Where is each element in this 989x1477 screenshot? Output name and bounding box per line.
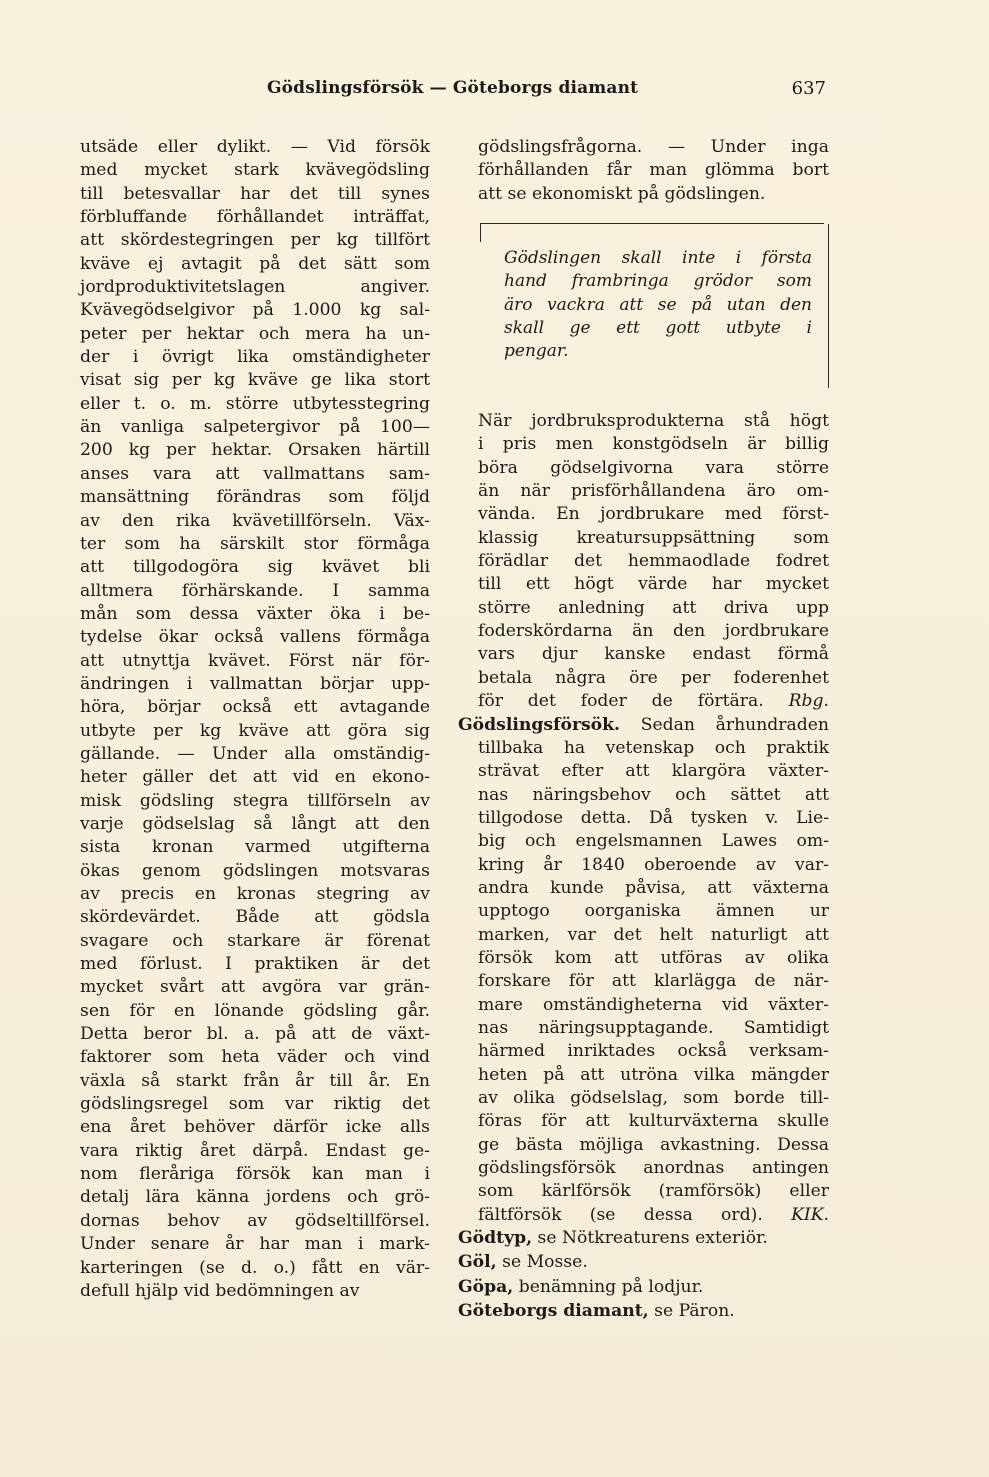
entry-line: andra kunde påvisa, att växterna [478, 877, 829, 898]
left-line: sen för en lönande gödsling går. [80, 1000, 430, 1021]
entry-line: heten på att utröna vilka mängder [478, 1064, 829, 1085]
left-column [80, 136, 430, 1303]
left-line: visat sig per kg kväve ge lika stort [80, 370, 430, 391]
left-line: karteringen (se d. o.) fått en vär- [80, 1257, 430, 1278]
paragraph-line: När jordbruksprodukterna stå högt [478, 411, 829, 432]
left-line: växla så starkt från år till år. En [80, 1070, 430, 1091]
paragraph-line: foderskördarna än den jordbrukare [478, 621, 829, 642]
left-line: ändringen i vallmattan börjar upp- [80, 673, 430, 694]
short-entry-text: se Nötkreaturens exteriör. [532, 1228, 768, 1249]
left-line: mycket svårt att avgöra var grän- [80, 977, 430, 998]
short-entry [458, 1251, 829, 1274]
entry-line: kring år 1840 oberoende av var- [478, 854, 829, 875]
entry-line: tillgodose detta. Då tysken v. Lie- [478, 807, 829, 828]
paragraph-signature-line [478, 690, 829, 713]
left-line: mansättning förändras som följd [80, 487, 430, 508]
short-entry-text: benämning på lodjur. [513, 1276, 704, 1297]
entry-line: föras för att kulturväxterna skulle [478, 1111, 829, 1132]
entry-line: gödslingsförsök anordnas antingen [478, 1158, 829, 1179]
entry-line: av olika gödselslag, som borde till- [478, 1088, 829, 1108]
short-entry-head: Göl, [458, 1252, 497, 1273]
page-number: 637 [791, 78, 826, 99]
entry-line: strävat efter att klargöra växter- [478, 761, 829, 782]
left-line: nom fleråriga försök kan man i [80, 1164, 430, 1185]
left-line: till betesvallar har det till synes [80, 183, 430, 204]
left-line: detalj lära känna jordens och grö- [80, 1187, 430, 1208]
left-line: att tillgodogöra sig kvävet bli [80, 557, 430, 578]
entry-line: upptogo oorganiska ämnen ur [478, 901, 829, 922]
left-line: ökas genom gödslingen motsvaras [80, 860, 430, 881]
left-line: vara riktig året därpå. Endast ge- [80, 1140, 430, 1161]
entry-line: nas näringsupptagande. Samtidigt [478, 1017, 829, 1038]
left-line: gällande. — Under alla omständig- [80, 743, 430, 764]
left-line: 200 kg per hektar. Orsaken härtill [80, 440, 430, 461]
left-line: defull hjälp vid bedömningen av [80, 1280, 360, 1301]
entry-line: mare omständigheterna vid växter- [478, 994, 829, 1015]
entry-line: tillbaka ha vetenskap och praktik [478, 737, 829, 758]
right-intro-line: att se ekonomiskt på gödslingen. [478, 183, 766, 204]
left-line: utsäde eller dylikt. — Vid försök [80, 137, 430, 157]
entry-line: ge bästa möjliga avkastning. Dessa [478, 1134, 829, 1155]
entry-title: Gödslingsförsök. [458, 714, 621, 735]
paragraph-line: klassig kreatursuppsättning som [478, 527, 829, 548]
callout-left-rule [480, 224, 481, 242]
callout-text [504, 246, 812, 363]
callout-line: skall ge ett gott utbyte i [504, 318, 812, 339]
callout-line: hand frambringa grödor som [504, 271, 812, 292]
left-line: tydelse ökar också vallens förmåga [80, 627, 430, 648]
entry-signature-line [478, 1204, 829, 1227]
left-line: varje gödselslag så långt att den [80, 813, 430, 834]
left-line: av precis en kronas stegring av [80, 884, 430, 904]
left-line: av den rika kvävetillförseln. Väx- [80, 510, 430, 531]
entry-signature: KIK. [791, 1204, 829, 1225]
paragraph-line: betala några öre per foderenhet [478, 667, 829, 688]
page-header [0, 78, 989, 106]
left-line: Detta beror bl. a. på att de växt- [80, 1024, 430, 1045]
short-entry [458, 1276, 829, 1299]
entry-heading-line [458, 714, 829, 737]
left-line: förbluffande förhållandet inträffat, [80, 207, 430, 228]
left-line: höra, börjar också ett avtagande [80, 697, 430, 718]
left-line: än vanliga salpetergivor på 100— [80, 417, 430, 438]
paragraph-line: än när prisförhållandena äro om- [478, 481, 829, 502]
entry-line: försök kom att utföras av olika [478, 947, 829, 968]
right-column [458, 136, 829, 1323]
left-line: faktorer som heta väder och vind [80, 1047, 430, 1068]
left-line: Under senare år har man i mark- [80, 1234, 430, 1255]
left-line: utbyte per kg kväve att göra sig [80, 720, 430, 741]
paragraph-line: vars djur kanske endast förmå [478, 644, 829, 665]
entry-line: marken, var det helt naturligt att [478, 924, 829, 945]
running-head: Gödslingsförsök — Göteborgs diamant [267, 78, 639, 98]
left-line: dornas behov av gödseltillförsel. [80, 1210, 430, 1231]
paragraph-line: förädlar det hemmaodlade fodret [478, 551, 829, 572]
left-line: svagare och starkare är förenat [80, 930, 430, 951]
paragraph-signature: Rbg. [788, 691, 829, 712]
paragraph-line: i pris men konstgödseln är billig [478, 434, 829, 455]
left-line: peter per hektar och mera ha un- [80, 323, 430, 344]
callout-top-rule [480, 223, 824, 224]
left-line: eller t. o. m. större utbytesstegring [80, 393, 430, 414]
paragraph-line: böra gödselgivorna vara större [478, 457, 829, 478]
left-line: misk gödsling stegra tillförseln av [80, 790, 430, 811]
left-line: der i övrigt lika omständigheter [80, 347, 430, 368]
left-line: ter som ha särskilt stor förmåga [80, 533, 430, 554]
paragraph-line: större anledning att driva upp [478, 597, 829, 618]
left-line: mån som dessa växter öka i be- [80, 603, 430, 624]
short-entry-head: Göpa, [458, 1276, 514, 1297]
callout-line: Gödslingen skall inte i första [504, 248, 812, 269]
right-intro-line: förhållanden får man glömma bort [478, 160, 829, 181]
entry-line: nas näringsbehov och sättet att [478, 784, 829, 805]
left-line: kväve ej avtagit på det sätt som [80, 253, 430, 274]
left-line: skördevärdet. Både att gödsla [80, 907, 430, 928]
callout-right-rule [828, 224, 829, 388]
left-line: gödslingsregel som var riktig det [80, 1094, 430, 1115]
entry-line: forskare för att klarlägga de när- [478, 971, 829, 992]
short-entry [458, 1300, 829, 1323]
paragraph-line-text: för det foder de förtära. [478, 691, 764, 712]
short-entry-head: Göteborgs diamant, [458, 1301, 649, 1322]
left-line: med förlust. I praktiken är det [80, 954, 430, 975]
left-line: heter gäller det att vid en ekono- [80, 767, 430, 788]
callout-line: äro vackra att se på utan den [504, 294, 812, 315]
entry-line: härmed inriktades också verksam- [478, 1041, 829, 1062]
left-line: att utnyttja kvävet. Först när för- [80, 650, 430, 671]
entry-line: som kärlförsök (ramförsök) eller [478, 1181, 829, 1202]
paragraph-line: till ett högt värde har mycket [478, 574, 829, 595]
paragraph-line: vända. En jordbrukare med först- [478, 504, 829, 525]
left-line: att skördestegringen per kg tillfört [80, 230, 430, 251]
entry-line-text: fältförsök (se dessa ord). [478, 1204, 763, 1225]
short-entry [458, 1227, 829, 1250]
entry-first-line-text: Sedan århundraden [620, 714, 829, 735]
entry-line: big och engelsmannen Lawes om- [478, 831, 829, 852]
left-line: Kvävegödselgivor på 1.000 kg sal- [80, 300, 430, 321]
right-intro-line: gödslingsfrågorna. — Under inga [478, 137, 829, 157]
left-line: anses vara att vallmattans sam- [80, 463, 430, 484]
callout-box [478, 223, 829, 390]
short-entry-text: se Päron. [648, 1301, 735, 1322]
short-entry-head: Gödtyp, [458, 1228, 533, 1249]
short-entry-text: se Mosse. [496, 1252, 588, 1273]
left-line: med mycket stark kvävegödsling [80, 160, 430, 181]
callout-line: pengar. [504, 341, 569, 362]
left-line: jordproduktivitetslagen angiver. [80, 277, 430, 298]
left-line: alltmera förhärskande. I samma [80, 580, 430, 601]
left-line: ena året behöver därför icke alls [80, 1117, 430, 1138]
left-line: sista kronan varmed utgifterna [80, 837, 430, 858]
